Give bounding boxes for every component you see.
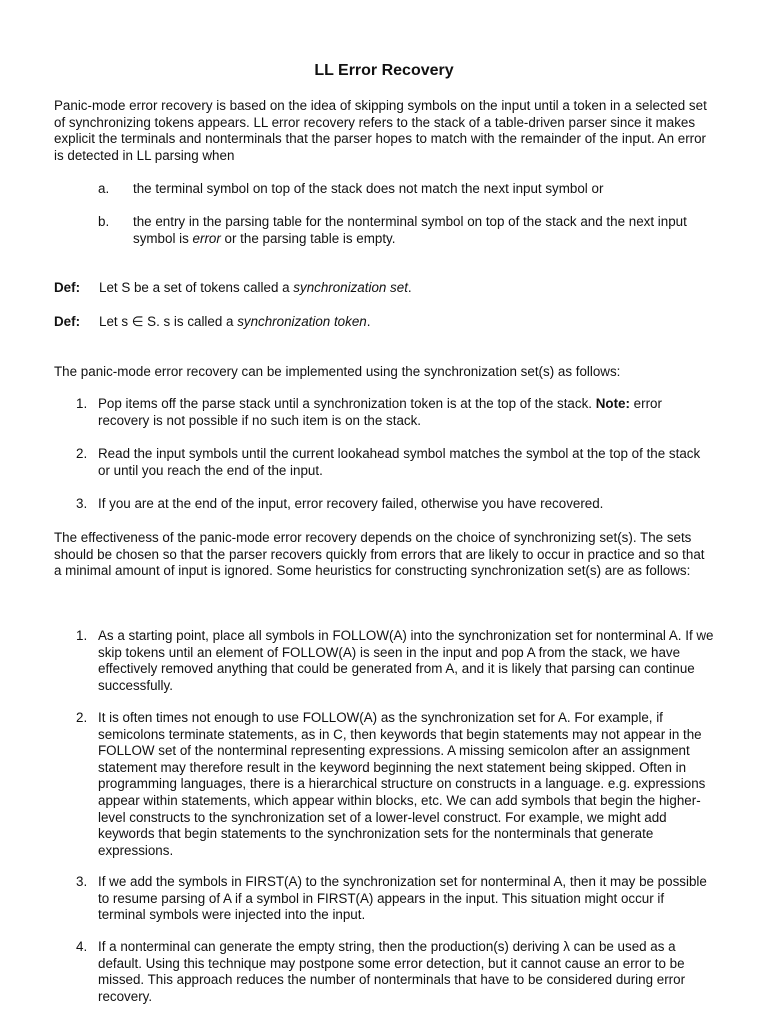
heuristic-item (76, 710, 714, 859)
step-marker: 3. (76, 496, 88, 511)
emphasis: error (192, 230, 221, 246)
page-title: LL Error Recovery (314, 62, 454, 79)
heuristic-text: If a nonterminal can generate the empty string, then the production(s) deriving λ can be used as a default. Using this technique may postpone some error detection, but it cannot cause an error to be missed. This approach reduces the number of nonterminals that have to be considered during error recovery. (98, 939, 686, 1004)
condition-item (98, 181, 714, 198)
heuristic-marker: 1. (76, 628, 88, 643)
note-label: Note: (595, 396, 630, 411)
condition-text: the entry in the parsing table for the nonterminal symbol on top of the stack and the next input symbol is error or the parsing table is empty. (133, 214, 687, 246)
implementation-intro (54, 364, 714, 381)
heuristic-marker: 3. (76, 874, 88, 889)
effectiveness-paragraph (54, 530, 714, 580)
heuristic-text: It is often times not enough to use FOLLOW(A) as the synchronization set for A. For example, if semicolons terminate statements, as in C, then keywords that begin statements may not appear in the FOLLOW set of the nonterminal representing expressions. A missing semicolon after an assignment statement may therefore result in the keyword beginning the next statement being skipped. Often in programming languages, there is a hierarchical structure on constructs in a language. e.g. expressions appear within statements, which appear within blocks, etc. We can add symbols that begin the higher-level constructs to the synchronization set of a lower-level construct. For example, we might add keywords that begin statements to the synchronization sets for the nonterminals that generate expressions. (98, 710, 706, 858)
condition-text: the terminal symbol on top of the stack does not match the next input symbol or (133, 181, 604, 196)
step-text: If you are at the end of the input, error recovery failed, otherwise you have recovered. (98, 496, 604, 511)
effectiveness-text: The effectiveness of the panic-mode error recovery depends on the choice of synchronizing set(s). The sets should be chosen so that the parser recovers quickly from errors that are likely to occur in practice and so that a minimal amount of input is ignored. Some heuristics for constructing synchronization set(s) are as follows: (54, 530, 705, 579)
def-text: Let s ∈ S. s is called a synchronization token. (99, 314, 371, 329)
step-item (76, 446, 714, 479)
definition-synchronization-set (54, 280, 714, 297)
definition-synchronization-token (54, 314, 714, 331)
step-text: Pop items off the parse stack until a synchronization token is at the top of the stack. Note: error recovery is not possible if no such item is on the stack. (98, 396, 662, 428)
condition-marker: a. (98, 181, 110, 196)
step-item (76, 396, 714, 429)
implementation-intro-text: The panic-mode error recovery can be implemented using the synchronization set(s) as follows: (54, 364, 621, 379)
heuristic-text: As a starting point, place all symbols in FOLLOW(A) into the synchronization set for nonterminal A. If we skip tokens until an element of FOLLOW(A) is seen in the input and pop A from the stack, we have effectively removed anything that could be generated from A, and it is likely that parsing can continue successfully. (98, 628, 714, 693)
step-item (76, 496, 714, 513)
step-marker: 2. (76, 446, 88, 461)
emphasis: synchronization set (293, 280, 408, 295)
intro-paragraph (54, 98, 714, 164)
condition-item (98, 214, 714, 247)
def-text: Let S be a set of tokens called a synchronization set. (99, 280, 412, 295)
step-marker: 1. (76, 396, 88, 411)
intro-text: Panic-mode error recovery is based on the idea of skipping symbols on the input until a token in a selected set of synchronizing tokens appears. LL error recovery refers to the stack of a table-driven parser since it makes explicit the terminals and nonterminals that the parser hopes to match with the remainder of the input. An error is detected in LL parsing when (54, 98, 707, 163)
heuristic-marker: 4. (76, 939, 88, 954)
condition-marker: b. (98, 214, 110, 229)
heuristic-item (76, 939, 714, 1005)
step-text: Read the input symbols until the current lookahead symbol matches the symbol at the top of the stack or until you reach the end of the input. (98, 446, 701, 478)
heuristic-item (76, 874, 714, 924)
def-label: Def: (54, 280, 81, 295)
heuristic-item (76, 628, 714, 694)
heuristic-marker: 2. (76, 710, 88, 725)
def-label: Def: (54, 314, 81, 329)
emphasis: synchronization token (237, 314, 367, 329)
heuristic-text: If we add the symbols in FIRST(A) to the synchronization set for nonterminal A, then it may be possible to resume parsing of A if a symbol in FIRST(A) appears in the input. This situation might occur if terminal symbols were injected into the input. (98, 874, 707, 923)
